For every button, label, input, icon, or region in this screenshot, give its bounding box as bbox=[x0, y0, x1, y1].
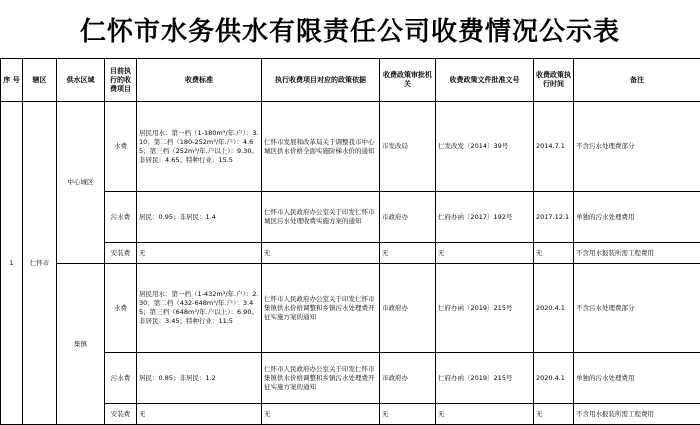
header-seq: 序 号 bbox=[1, 59, 23, 102]
cell-item: 安装费 bbox=[105, 243, 137, 264]
header-standard: 收费标准 bbox=[137, 59, 262, 102]
cell-authority: 无 bbox=[380, 243, 436, 264]
cell-note: 不含污水处理费部分 bbox=[574, 102, 700, 192]
header-doc: 收费政策文件批准文号 bbox=[436, 59, 534, 102]
cell-note: 不含污水处理费部分 bbox=[574, 264, 700, 353]
header-district: 辖区 bbox=[23, 59, 57, 102]
cell-standard: 无 bbox=[137, 404, 262, 425]
cell-note: 不含用水报装所需工程费用 bbox=[574, 243, 700, 264]
cell-standard: 居民用水：第一档（1-432m³/年.户）：2.30；第二档（432-648m³/年.户）：3.45；第三档（648m³/年.户以上）：6.90。非居民：3.45；特种行业：11.5 bbox=[137, 264, 262, 353]
cell-policy: 仁怀市人民政府办公室关于印发仁怀市城区污水处理收费实施方案的通知 bbox=[262, 192, 380, 243]
cell-district: 仁怀市 bbox=[23, 102, 57, 425]
header-area: 供水区域 bbox=[57, 59, 105, 102]
cell-authority: 市政府办 bbox=[380, 353, 436, 404]
cell-date: 无 bbox=[534, 243, 574, 264]
cell-date: 2014.7.1 bbox=[534, 102, 574, 192]
cell-seq: 1 bbox=[1, 102, 23, 425]
cell-area-town: 集镇 bbox=[57, 264, 105, 425]
cell-doc: 仁府办函〔2017〕192号 bbox=[436, 192, 534, 243]
header-note: 备注 bbox=[574, 59, 700, 102]
cell-doc: 无 bbox=[436, 404, 534, 425]
cell-doc: 无 bbox=[436, 243, 534, 264]
header-policy: 执行收费项目对应的政策依据 bbox=[262, 59, 380, 102]
cell-doc: 仁发改发〔2014〕39号 bbox=[436, 102, 534, 192]
cell-policy: 无 bbox=[262, 243, 380, 264]
cell-item: 污水费 bbox=[105, 353, 137, 404]
cell-standard: 居民：0.85；非居民：1.2 bbox=[137, 353, 262, 404]
cell-policy: 仁怀市人民政府办公室关于印发仁怀市集镇供水价格调整和乡镇污水处理费开征实施方案的通知 bbox=[262, 353, 380, 404]
cell-date: 2017.12.1 bbox=[534, 192, 574, 243]
cell-date: 无 bbox=[534, 404, 574, 425]
cell-item: 水费 bbox=[105, 102, 137, 192]
cell-standard: 无 bbox=[137, 243, 262, 264]
cell-policy: 仁怀市发展和改革局关于调整我市中心城区供水价格全面实施阶梯水价的通知 bbox=[262, 102, 380, 192]
header-item: 目前执行的收费项目 bbox=[105, 59, 137, 102]
cell-authority: 市政府办 bbox=[380, 264, 436, 353]
cell-date: 2020.4.1 bbox=[534, 353, 574, 404]
cell-authority: 市发改局 bbox=[380, 102, 436, 192]
fee-table bbox=[0, 58, 700, 425]
cell-authority: 市政府办 bbox=[380, 192, 436, 243]
cell-policy: 仁怀市人民政府办公室关于印发仁怀市集镇供水价格调整和乡镇污水处理费开征实施方案的通知 bbox=[262, 264, 380, 353]
table-row bbox=[1, 243, 700, 264]
header-row bbox=[1, 59, 700, 102]
cell-authority: 无 bbox=[380, 404, 436, 425]
cell-area-center: 中心城区 bbox=[57, 102, 105, 264]
header-authority: 收费政策审批机关 bbox=[380, 59, 436, 102]
cell-item: 水费 bbox=[105, 264, 137, 353]
cell-note: 单独的污水处理费用 bbox=[574, 353, 700, 404]
cell-note: 不含用水报装所需工程费用 bbox=[574, 404, 700, 425]
cell-item: 污水费 bbox=[105, 192, 137, 243]
header-date: 收费政策执行时间 bbox=[534, 59, 574, 102]
cell-standard: 居民：0.95；非居民：1.4 bbox=[137, 192, 262, 243]
cell-doc: 仁府办函〔2019〕215号 bbox=[436, 264, 534, 353]
cell-doc: 仁府办函〔2019〕215号 bbox=[436, 353, 534, 404]
table-row bbox=[1, 192, 700, 243]
table-row bbox=[1, 102, 700, 192]
table-row bbox=[1, 353, 700, 404]
cell-policy: 无 bbox=[262, 404, 380, 425]
cell-date: 2020.4.1 bbox=[534, 264, 574, 353]
cell-item: 安装费 bbox=[105, 404, 137, 425]
page-title: 仁怀市水务供水有限责任公司收费情况公示表 bbox=[0, 0, 700, 58]
cell-standard: 居民用水：第一档（1-180m³/年.户）：3.10；第二档（180-252m³/年.户）：4.65；第三档（252m³/年.户以上）：9.30。非居民：4.65；特种行业：15.5 bbox=[137, 102, 262, 192]
table-row bbox=[1, 264, 700, 353]
cell-note: 单独的污水处理费用 bbox=[574, 192, 700, 243]
